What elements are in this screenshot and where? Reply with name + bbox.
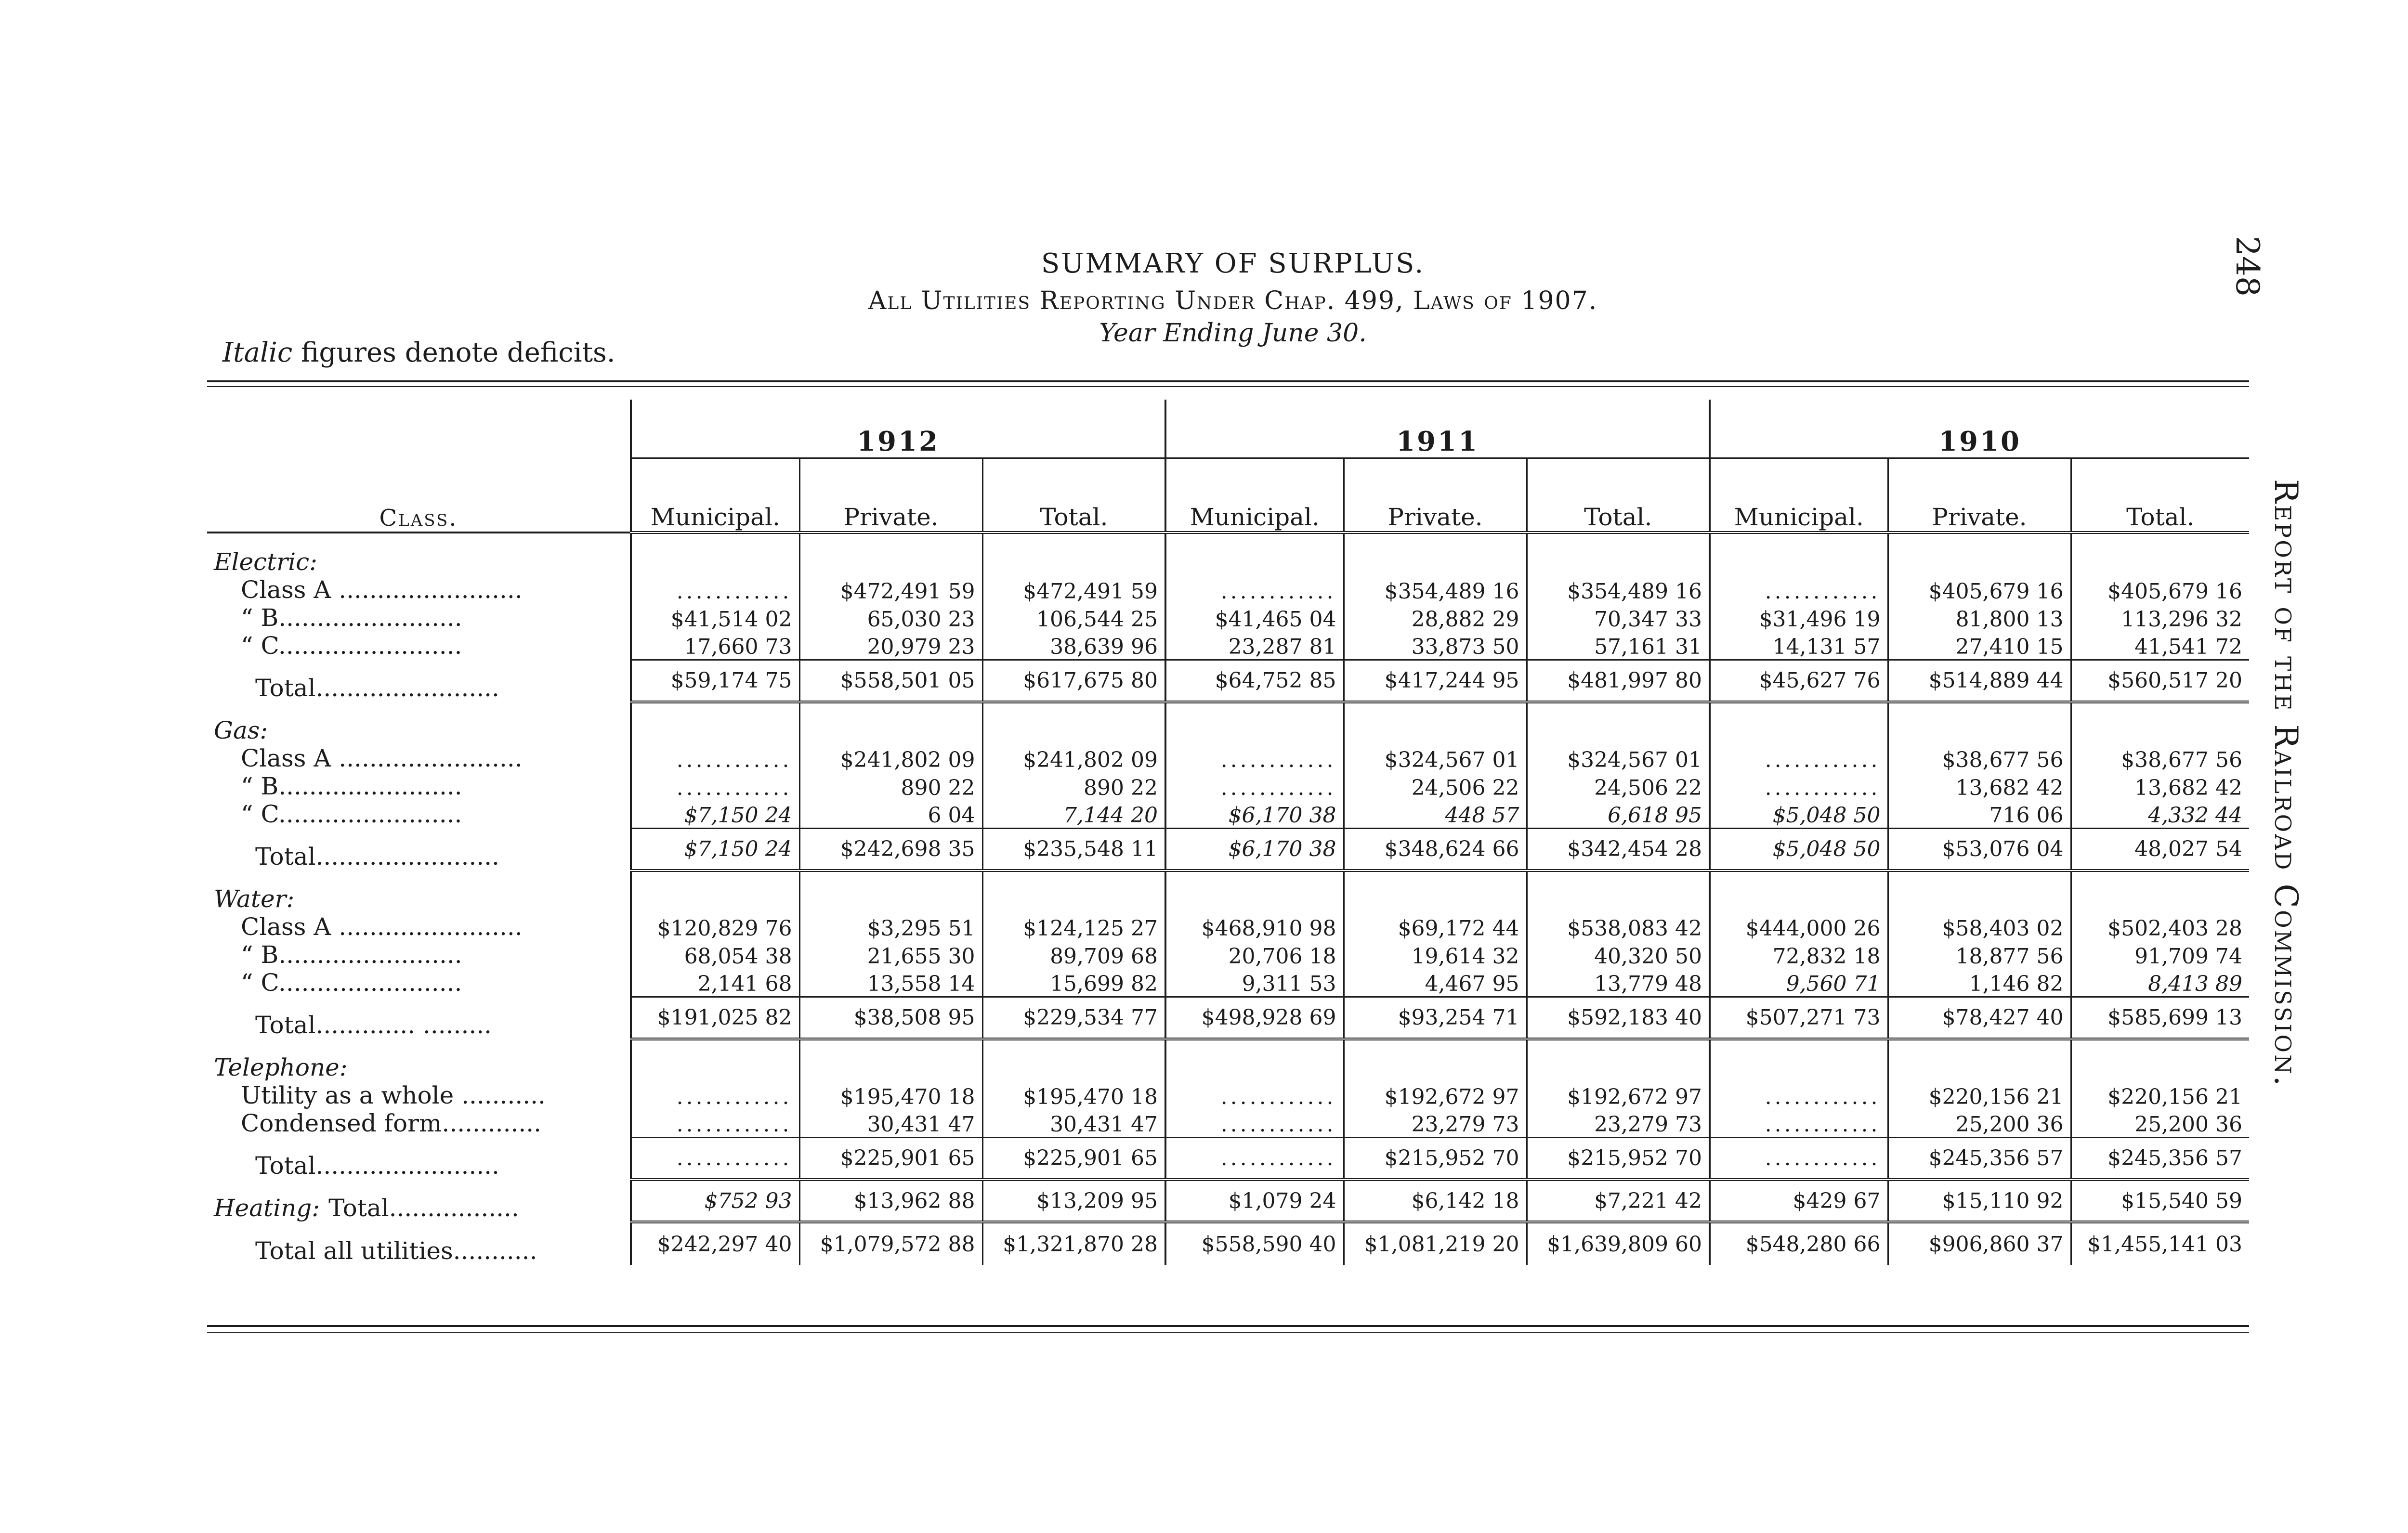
table-cell: $245,356 57 bbox=[2071, 1137, 2249, 1180]
table-cell: $38,677 56 bbox=[1888, 744, 2071, 772]
table-cell: $585,699 13 bbox=[2071, 997, 2249, 1039]
row-label: “ B........................ bbox=[241, 772, 462, 800]
empty-cell bbox=[1527, 1039, 1710, 1081]
empty-cell bbox=[2071, 533, 2249, 576]
table-cell: 38,639 96 bbox=[982, 632, 1165, 660]
table-cell: $405,679 16 bbox=[1888, 576, 2071, 604]
table-cell: $59,174 75 bbox=[631, 660, 799, 702]
table-cell: $348,624 66 bbox=[1344, 828, 1527, 870]
table-row bbox=[207, 969, 2249, 997]
row-label: Condensed form............. bbox=[241, 1109, 542, 1137]
table-cell: ............ bbox=[631, 744, 799, 772]
row-label: “ C........................ bbox=[241, 632, 462, 660]
table-cell: $225,901 65 bbox=[982, 1137, 1165, 1180]
table-row bbox=[207, 1109, 2249, 1137]
table-cell: 23,287 81 bbox=[1165, 632, 1344, 660]
empty-cell bbox=[799, 533, 982, 576]
empty-cell bbox=[631, 533, 799, 576]
total-label: Total........................ bbox=[255, 843, 499, 870]
table-cell: $192,672 97 bbox=[1344, 1081, 1527, 1109]
table-cell: 7,144 20 bbox=[982, 800, 1165, 828]
table-cell: 2,141 68 bbox=[631, 969, 799, 997]
table-cell: $192,672 97 bbox=[1527, 1081, 1710, 1109]
table-cell: 91,709 74 bbox=[2071, 941, 2249, 969]
row-label: “ C........................ bbox=[241, 969, 462, 997]
table-cell: $13,962 88 bbox=[799, 1180, 982, 1222]
table-cell: $215,952 70 bbox=[1344, 1137, 1527, 1180]
table-cell: ............ bbox=[631, 1109, 799, 1137]
empty-cell bbox=[1710, 533, 1888, 576]
table-cell: $69,172 44 bbox=[1344, 913, 1527, 941]
year-header-1912: 1912 bbox=[631, 400, 1165, 458]
table-cell: $906,860 37 bbox=[1888, 1222, 2071, 1265]
empty-cell bbox=[1527, 533, 1710, 576]
empty-cell bbox=[1888, 870, 2071, 913]
table-row bbox=[207, 604, 2249, 632]
table-cell: $120,829 76 bbox=[631, 913, 799, 941]
table-cell: $1,079 24 bbox=[1165, 1180, 1344, 1222]
section-header-row bbox=[207, 870, 2249, 913]
table-cell: ............ bbox=[1710, 1137, 1888, 1180]
table-cell: $53,076 04 bbox=[1888, 828, 2071, 870]
table-cell: ............ bbox=[1165, 576, 1344, 604]
row-label: “ B........................ bbox=[241, 604, 462, 632]
table-cell: $558,501 05 bbox=[799, 660, 982, 702]
table-cell: 89,709 68 bbox=[982, 941, 1165, 969]
empty-cell bbox=[1710, 1039, 1888, 1081]
table-cell: 13,682 42 bbox=[1888, 772, 2071, 800]
subheader-total: Total. bbox=[1527, 458, 1710, 533]
table-cell: 33,873 50 bbox=[1344, 632, 1527, 660]
total-label: Total........................ bbox=[255, 1152, 499, 1180]
table-cell: 716 06 bbox=[1888, 800, 2071, 828]
table-cell: $1,321,870 28 bbox=[982, 1222, 1165, 1265]
table-cell: $481,997 80 bbox=[1527, 660, 1710, 702]
empty-cell bbox=[799, 702, 982, 744]
table-cell: $558,590 40 bbox=[1165, 1222, 1344, 1265]
table-cell: 6,618 95 bbox=[1527, 800, 1710, 828]
total-label: Total........................ bbox=[255, 674, 499, 702]
empty-cell bbox=[631, 1039, 799, 1081]
table-cell: 890 22 bbox=[982, 772, 1165, 800]
table-cell: $195,470 18 bbox=[982, 1081, 1165, 1109]
table-cell: 13,779 48 bbox=[1527, 969, 1710, 997]
table-cell: $5,048 50 bbox=[1710, 828, 1888, 870]
total-label: Total............. ......... bbox=[255, 1011, 492, 1039]
table-cell: $229,534 77 bbox=[982, 997, 1165, 1039]
row-label: “ B........................ bbox=[241, 941, 462, 969]
subheader-total: Total. bbox=[2071, 458, 2249, 533]
table-cell: $225,901 65 bbox=[799, 1137, 982, 1180]
table-cell: 4,332 44 bbox=[2071, 800, 2249, 828]
table-cell: ............ bbox=[1165, 772, 1344, 800]
empty-cell bbox=[1344, 1039, 1527, 1081]
section-label-gas: Gas: bbox=[214, 716, 268, 744]
table-cell: 48,027 54 bbox=[2071, 828, 2249, 870]
total-row-electric bbox=[207, 660, 2249, 702]
subheader-private: Private. bbox=[799, 458, 982, 533]
table-cell: $235,548 11 bbox=[982, 828, 1165, 870]
total-row-gas bbox=[207, 828, 2249, 870]
table-cell: ............ bbox=[631, 576, 799, 604]
table-cell: $498,928 69 bbox=[1165, 997, 1344, 1039]
table-cell: ............ bbox=[1165, 1109, 1344, 1137]
table-cell: $6,170 38 bbox=[1165, 828, 1344, 870]
table-cell: ............ bbox=[1710, 1109, 1888, 1137]
table-cell: $468,910 98 bbox=[1165, 913, 1344, 941]
table-cell: $31,496 19 bbox=[1710, 604, 1888, 632]
table-cell: 24,506 22 bbox=[1527, 772, 1710, 800]
subheader-municipal: Municipal. bbox=[631, 458, 799, 533]
table-cell: $1,639,809 60 bbox=[1527, 1222, 1710, 1265]
table-cell: $45,627 76 bbox=[1710, 660, 1888, 702]
table-cell: $15,540 59 bbox=[2071, 1180, 2249, 1222]
table-cell: 20,706 18 bbox=[1165, 941, 1344, 969]
table-cell: $514,889 44 bbox=[1888, 660, 2071, 702]
table-cell: ............ bbox=[1165, 1081, 1344, 1109]
table-cell: $1,081,219 20 bbox=[1344, 1222, 1527, 1265]
total-row-water bbox=[207, 997, 2249, 1039]
table-cell: $507,271 73 bbox=[1710, 997, 1888, 1039]
subheader-municipal: Municipal. bbox=[1710, 458, 1888, 533]
section-header-row bbox=[207, 1039, 2249, 1081]
table-cell: 65,030 23 bbox=[799, 604, 982, 632]
deficit-note-italic: Italic bbox=[222, 337, 293, 368]
table-cell: $444,000 26 bbox=[1710, 913, 1888, 941]
table-cell: 24,506 22 bbox=[1344, 772, 1527, 800]
table-cell: $195,470 18 bbox=[799, 1081, 982, 1109]
empty-cell bbox=[1344, 533, 1527, 576]
empty-cell bbox=[799, 870, 982, 913]
running-title: Report of the Railroad Commission. bbox=[2267, 479, 2304, 1088]
table-cell: 890 22 bbox=[799, 772, 982, 800]
table-cell: $617,675 80 bbox=[982, 660, 1165, 702]
table-cell: $342,454 28 bbox=[1527, 828, 1710, 870]
table-cell: $324,567 01 bbox=[1527, 744, 1710, 772]
year-header-1911: 1911 bbox=[1165, 400, 1710, 458]
table-cell: ............ bbox=[1710, 1081, 1888, 1109]
table-cell: 21,655 30 bbox=[799, 941, 982, 969]
table-cell: 25,200 36 bbox=[2071, 1109, 2249, 1137]
table-cell: 23,279 73 bbox=[1527, 1109, 1710, 1137]
deficit-note bbox=[222, 337, 615, 368]
table-cell: $93,254 71 bbox=[1344, 997, 1527, 1039]
table-row bbox=[207, 1081, 2249, 1109]
period-line: Year Ending June 30. bbox=[1099, 319, 1367, 348]
section-label-electric: Electric: bbox=[214, 548, 317, 576]
table-cell: $417,244 95 bbox=[1344, 660, 1527, 702]
table-cell: $242,297 40 bbox=[631, 1222, 799, 1265]
empty-cell bbox=[2071, 1039, 2249, 1081]
table-cell: 57,161 31 bbox=[1527, 632, 1710, 660]
table-cell: $41,514 02 bbox=[631, 604, 799, 632]
empty-cell bbox=[799, 1039, 982, 1081]
empty-cell bbox=[1165, 870, 1344, 913]
table-cell: $592,183 40 bbox=[1527, 997, 1710, 1039]
table-cell: 20,979 23 bbox=[799, 632, 982, 660]
surplus-table bbox=[207, 400, 2249, 1265]
empty-cell bbox=[982, 870, 1165, 913]
table-cell: 81,800 13 bbox=[1888, 604, 2071, 632]
row-label: Class A ........................ bbox=[241, 576, 523, 604]
total-label: Total................. bbox=[328, 1194, 519, 1222]
bottom-rule-2 bbox=[207, 1332, 2249, 1333]
table-cell: $124,125 27 bbox=[982, 913, 1165, 941]
table-cell: 28,882 29 bbox=[1344, 604, 1527, 632]
section-label-telephone: Telephone: bbox=[214, 1053, 348, 1081]
subheader-private: Private. bbox=[1888, 458, 2071, 533]
empty-cell bbox=[982, 533, 1165, 576]
table-cell: 9,560 71 bbox=[1710, 969, 1888, 997]
table-cell: $538,083 42 bbox=[1527, 913, 1710, 941]
table-cell: $1,455,141 03 bbox=[2071, 1222, 2249, 1265]
section-label-water: Water: bbox=[214, 885, 295, 913]
table-cell: 41,541 72 bbox=[2071, 632, 2249, 660]
empty-cell bbox=[631, 870, 799, 913]
table-cell: $502,403 28 bbox=[2071, 913, 2249, 941]
table-cell: $58,403 02 bbox=[1888, 913, 2071, 941]
table-body bbox=[207, 533, 2249, 1265]
table-cell: ............ bbox=[631, 772, 799, 800]
table-cell: $1,079,572 88 bbox=[799, 1222, 982, 1265]
section-header-row bbox=[207, 702, 2249, 744]
table-cell: $7,150 24 bbox=[631, 800, 799, 828]
table-cell: $7,221 42 bbox=[1527, 1180, 1710, 1222]
table-cell: 72,832 18 bbox=[1710, 941, 1888, 969]
table-cell: $191,025 82 bbox=[631, 997, 799, 1039]
bottom-rule bbox=[207, 1325, 2249, 1327]
table-cell: $220,156 21 bbox=[1888, 1081, 2071, 1109]
page-number: 248 bbox=[2229, 236, 2266, 297]
table-cell: $560,517 20 bbox=[2071, 660, 2249, 702]
row-label: Class A ........................ bbox=[241, 913, 523, 941]
empty-cell bbox=[1344, 702, 1527, 744]
table-cell: ............ bbox=[1710, 772, 1888, 800]
table-cell: $354,489 16 bbox=[1527, 576, 1710, 604]
table-cell: 15,699 82 bbox=[982, 969, 1165, 997]
table-cell: 448 57 bbox=[1344, 800, 1527, 828]
top-rule bbox=[207, 380, 2249, 382]
table-cell: ............ bbox=[1710, 576, 1888, 604]
page-subtitle: All Utilities Reporting Under Chap. 499, Laws of 1907. bbox=[868, 286, 1598, 315]
table-cell: $38,677 56 bbox=[2071, 744, 2249, 772]
table-cell: ............ bbox=[631, 1081, 799, 1109]
table-cell: $38,508 95 bbox=[799, 997, 982, 1039]
table-cell: 14,131 57 bbox=[1710, 632, 1888, 660]
table-cell: $7,150 24 bbox=[631, 828, 799, 870]
empty-cell bbox=[1710, 702, 1888, 744]
empty-cell bbox=[2071, 702, 2249, 744]
table-cell: 6 04 bbox=[799, 800, 982, 828]
table-cell: $15,110 92 bbox=[1888, 1180, 2071, 1222]
table-row bbox=[207, 632, 2249, 660]
table-cell: $354,489 16 bbox=[1344, 576, 1527, 604]
table-cell: $429 67 bbox=[1710, 1180, 1888, 1222]
table-cell: $3,295 51 bbox=[799, 913, 982, 941]
subheader-private: Private. bbox=[1344, 458, 1527, 533]
table-cell: $220,156 21 bbox=[2071, 1081, 2249, 1109]
table-cell: $5,048 50 bbox=[1710, 800, 1888, 828]
subheader-municipal: Municipal. bbox=[1165, 458, 1344, 533]
table-cell: 17,660 73 bbox=[631, 632, 799, 660]
empty-cell bbox=[1888, 702, 2071, 744]
empty-cell bbox=[1888, 533, 2071, 576]
table-cell: 40,320 50 bbox=[1527, 941, 1710, 969]
empty-cell bbox=[982, 1039, 1165, 1081]
table-cell: ............ bbox=[1165, 744, 1344, 772]
class-column-header: Class. bbox=[207, 400, 631, 533]
table-cell: 23,279 73 bbox=[1344, 1109, 1527, 1137]
section-label-heating: Heating: bbox=[214, 1194, 320, 1222]
row-label: Utility as a whole ........... bbox=[241, 1081, 546, 1109]
empty-cell bbox=[1165, 1039, 1344, 1081]
table-cell: ............ bbox=[631, 1137, 799, 1180]
empty-cell bbox=[1527, 702, 1710, 744]
table-cell: 9,311 53 bbox=[1165, 969, 1344, 997]
empty-cell bbox=[631, 702, 799, 744]
top-rule-2 bbox=[207, 386, 2249, 387]
table-cell: $13,209 95 bbox=[982, 1180, 1165, 1222]
table-cell: 113,296 32 bbox=[2071, 604, 2249, 632]
table-cell: $6,142 18 bbox=[1344, 1180, 1527, 1222]
table-row bbox=[207, 772, 2249, 800]
table-row bbox=[207, 744, 2249, 772]
table-cell: $752 93 bbox=[631, 1180, 799, 1222]
grand-total-label: Total all utilities........... bbox=[255, 1237, 537, 1265]
table-cell: $64,752 85 bbox=[1165, 660, 1344, 702]
table-cell: 8,413 89 bbox=[2071, 969, 2249, 997]
table-cell: ............ bbox=[1710, 744, 1888, 772]
table-cell: 25,200 36 bbox=[1888, 1109, 2071, 1137]
table-cell: 70,347 33 bbox=[1527, 604, 1710, 632]
table-cell: $242,698 35 bbox=[799, 828, 982, 870]
table-cell: 4,467 95 bbox=[1344, 969, 1527, 997]
table-cell: 30,431 47 bbox=[799, 1109, 982, 1137]
empty-cell bbox=[1344, 870, 1527, 913]
table-cell: 13,682 42 bbox=[2071, 772, 2249, 800]
section-header-row bbox=[207, 533, 2249, 576]
table-cell: ............ bbox=[1165, 1137, 1344, 1180]
table-cell: $6,170 38 bbox=[1165, 800, 1344, 828]
empty-cell bbox=[1527, 870, 1710, 913]
table-cell: 106,544 25 bbox=[982, 604, 1165, 632]
table-cell: 1,146 82 bbox=[1888, 969, 2071, 997]
table-row bbox=[207, 576, 2249, 604]
deficit-note-rest: figures denote deficits. bbox=[292, 337, 615, 368]
table-cell: $78,427 40 bbox=[1888, 997, 2071, 1039]
table-row bbox=[207, 913, 2249, 941]
row-label: “ C........................ bbox=[241, 800, 462, 828]
year-header-1910: 1910 bbox=[1710, 400, 2249, 458]
table-cell: $241,802 09 bbox=[799, 744, 982, 772]
empty-cell bbox=[1888, 1039, 2071, 1081]
subheader-total: Total. bbox=[982, 458, 1165, 533]
table-cell: $215,952 70 bbox=[1527, 1137, 1710, 1180]
table-cell: 13,558 14 bbox=[799, 969, 982, 997]
row-label: Class A ........................ bbox=[241, 744, 523, 772]
empty-cell bbox=[982, 702, 1165, 744]
empty-cell bbox=[1165, 702, 1344, 744]
table-row bbox=[207, 941, 2249, 969]
table-cell: 27,410 15 bbox=[1888, 632, 2071, 660]
row-label bbox=[207, 1180, 631, 1222]
table-cell: $41,465 04 bbox=[1165, 604, 1344, 632]
table-cell: $241,802 09 bbox=[982, 744, 1165, 772]
empty-cell bbox=[2071, 870, 2249, 913]
table-cell: 19,614 32 bbox=[1344, 941, 1527, 969]
table-cell: $472,491 59 bbox=[799, 576, 982, 604]
table-cell: $245,356 57 bbox=[1888, 1137, 2071, 1180]
table-cell: $548,280 66 bbox=[1710, 1222, 1888, 1265]
table-cell: 30,431 47 bbox=[982, 1109, 1165, 1137]
empty-cell bbox=[1710, 870, 1888, 913]
table-cell: $472,491 59 bbox=[982, 576, 1165, 604]
table-cell: $405,679 16 bbox=[2071, 576, 2249, 604]
table-cell: $324,567 01 bbox=[1344, 744, 1527, 772]
grand-total-row bbox=[207, 1222, 2249, 1265]
table-row bbox=[207, 800, 2249, 828]
table-cell: 18,877 56 bbox=[1888, 941, 2071, 969]
table-cell: 68,054 38 bbox=[631, 941, 799, 969]
total-row-heating bbox=[207, 1180, 2249, 1222]
empty-cell bbox=[1165, 533, 1344, 576]
total-row-telephone bbox=[207, 1137, 2249, 1180]
page-title: SUMMARY OF SURPLUS. bbox=[1041, 248, 1425, 279]
